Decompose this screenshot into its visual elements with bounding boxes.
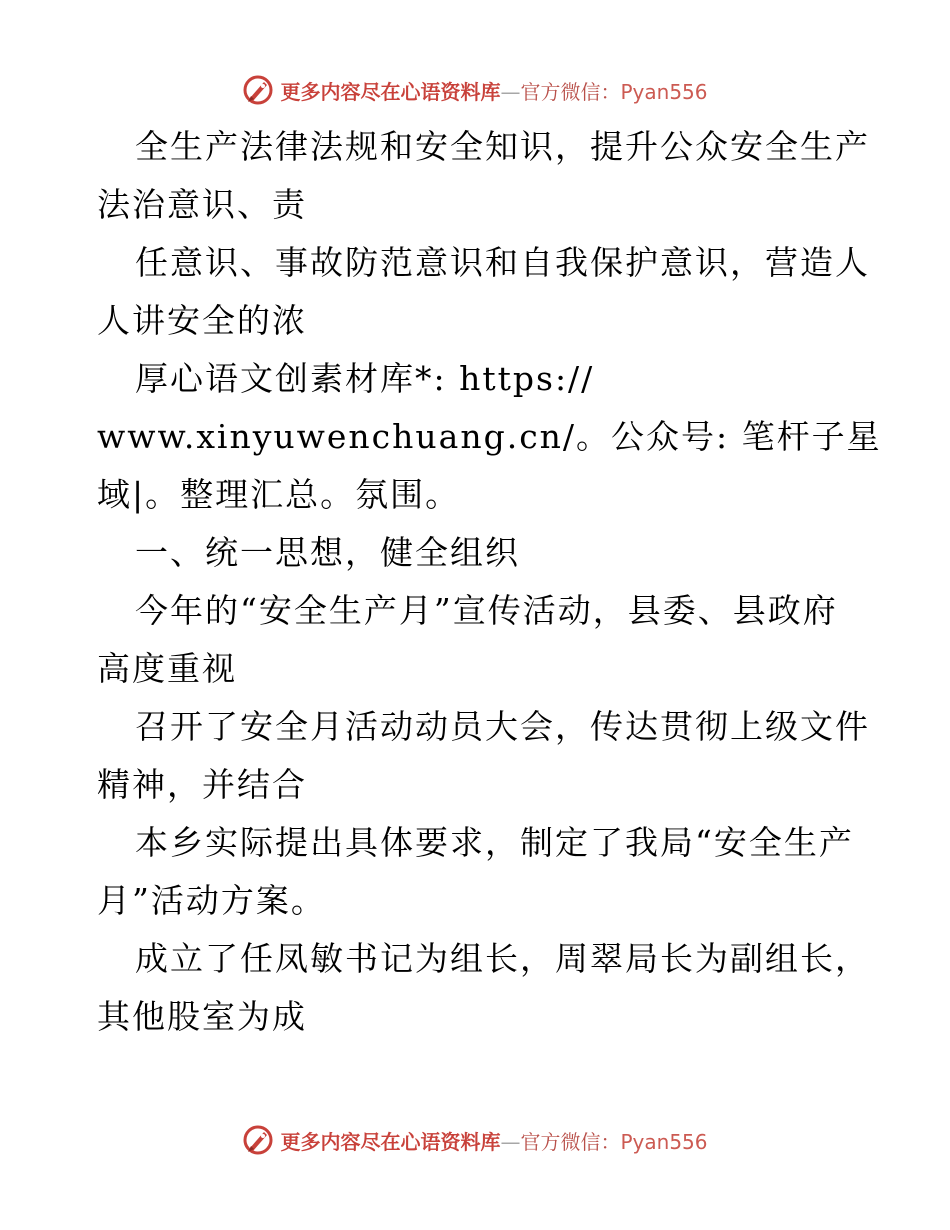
paragraph-line: 任意识、事故防范意识和自我保护意识，营造人 [135, 243, 870, 282]
banner-library-text: 更多内容尽在心语资料库 [280, 79, 501, 104]
banner-wechat-id: Pyan556 [620, 1129, 708, 1154]
footer-watermark-banner [0, 1120, 950, 1160]
paragraph-line: 其他股室为成 [97, 997, 307, 1036]
paragraph-line: 召开了安全月活动动员大会，传达贯彻上级文件 [135, 707, 870, 746]
paragraph-line: 本乡实际提出具体要求，制定了我局“安全生产 [135, 823, 854, 862]
banner-dash: — [500, 1129, 521, 1154]
banner-wechat-label: 官方微信： [520, 1129, 621, 1154]
paragraph-line: 高度重视 [97, 649, 237, 688]
banner-wechat-label: 官方微信： [520, 79, 621, 104]
banner-dash: — [500, 79, 521, 104]
paragraph-line: 精神，并结合 [97, 765, 307, 804]
paragraph-line: 月”活动方案。 [97, 881, 326, 920]
pen-quill-logo-icon [242, 1124, 274, 1156]
paragraph-line: 人讲安全的浓 [97, 301, 307, 340]
pen-quill-logo-icon [242, 74, 274, 106]
paragraph-line: 全生产法律法规和安全知识，提升公众安全生产 [135, 127, 870, 166]
paragraph-line: 域|。整理汇总。氛围。 [97, 475, 461, 514]
paragraph-line: 法治意识、责 [97, 185, 307, 224]
paragraph-line: www.xinyuwenchuang.cn/。公众号: 笔杆子星 [97, 417, 882, 456]
paragraph-line: 厚心语文创素材库*: https:// [135, 359, 595, 398]
header-watermark-banner [0, 70, 950, 110]
paragraph-line: 成立了任凤敏书记为组长，周翠局长为副组长， [135, 939, 870, 978]
paragraph-line: 今年的“安全生产月”宣传活动，县委、县政府 [135, 591, 838, 630]
banner-library-text: 更多内容尽在心语资料库 [280, 1129, 501, 1154]
banner-wechat-id: Pyan556 [620, 79, 708, 104]
document-body [97, 118, 882, 1046]
section-heading: 一、统一思想，健全组织 [135, 533, 520, 572]
